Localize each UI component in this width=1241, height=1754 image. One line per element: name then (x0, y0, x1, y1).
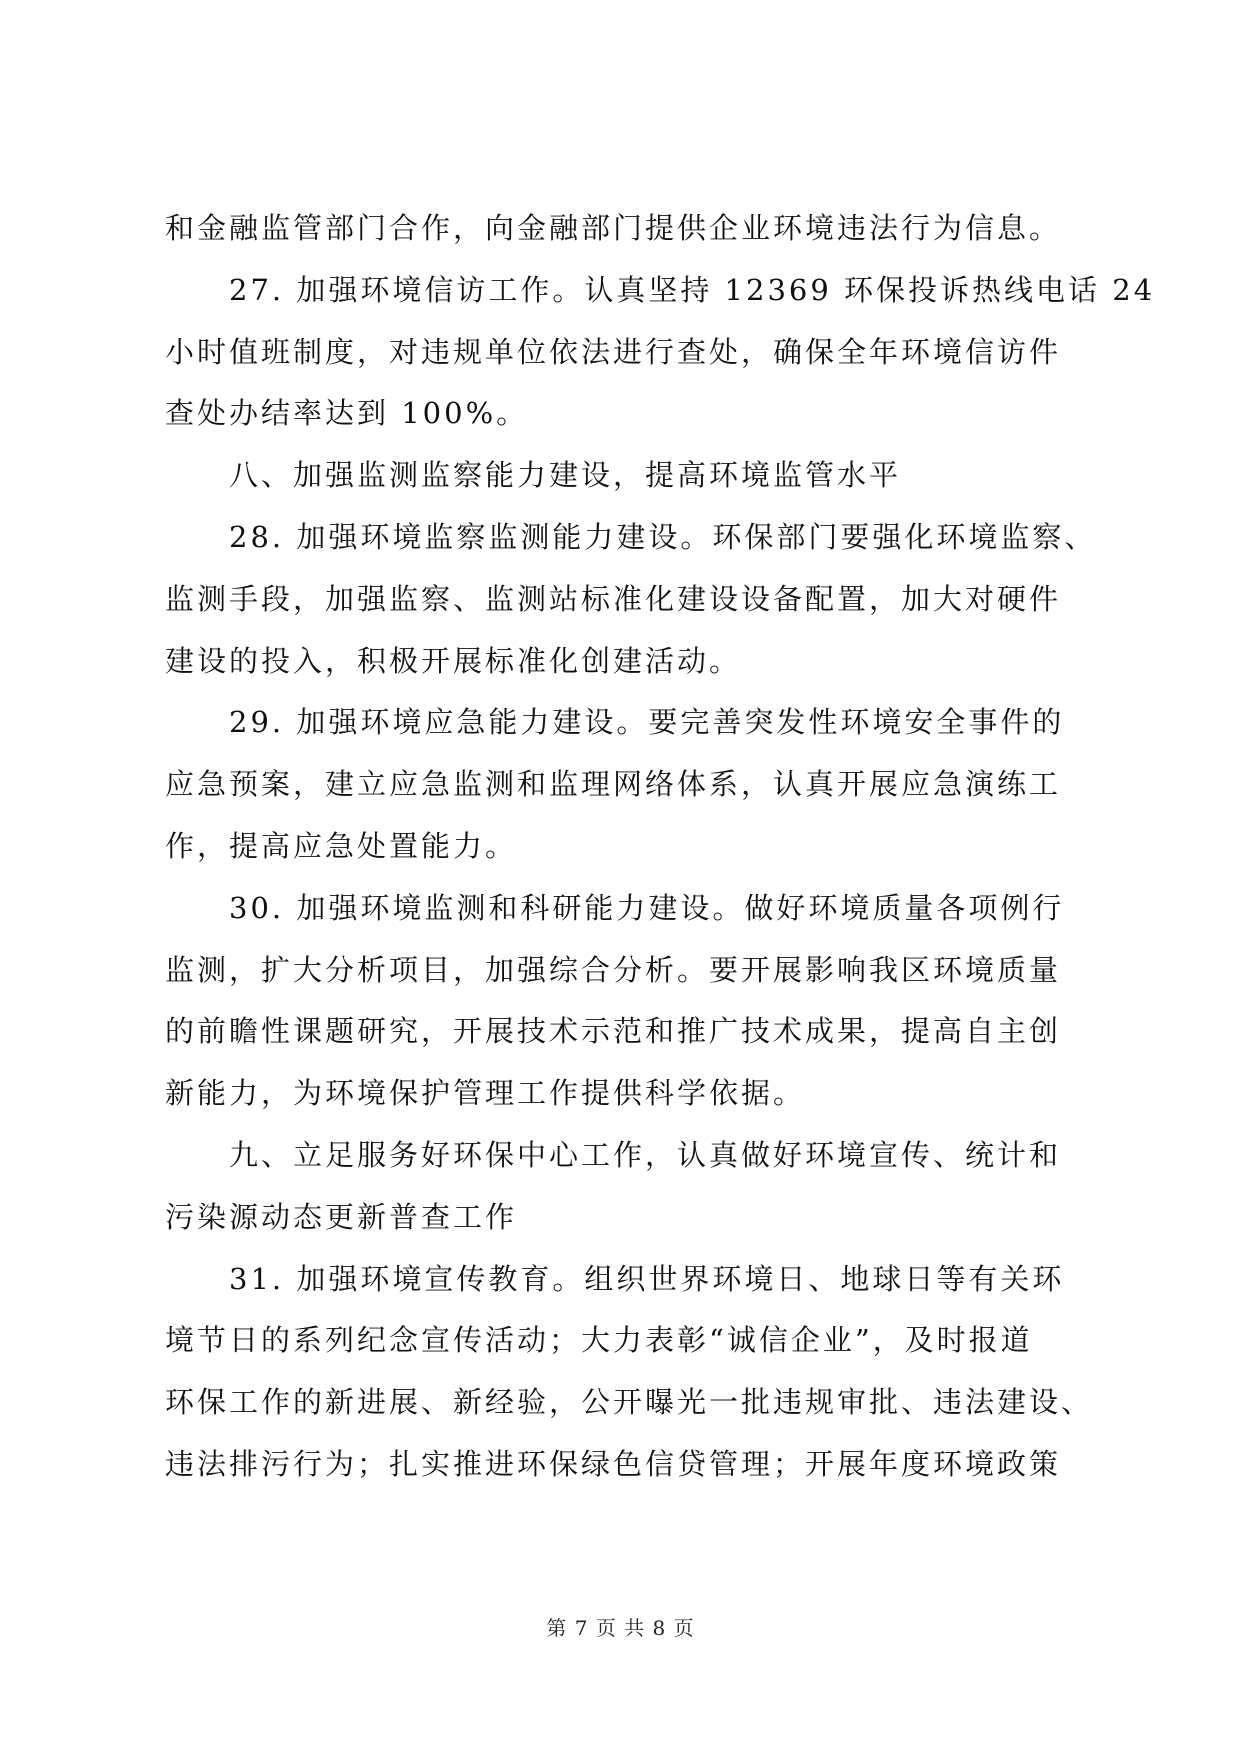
text-line: 30. 加强环境监测和科研能力建设。做好环境质量各项例行 (165, 890, 1065, 925)
text-line: 27. 加强环境信访工作。认真坚持 12369 环保投诉热线电话 24 (165, 272, 1156, 307)
text-line: 境节日的系列纪念宣传活动；大力表彰“诚信企业”，及时报道 (165, 1323, 1033, 1358)
text-line: 应急预案，建立应急监测和监理网络体系，认真开展应急演练工 (165, 767, 1062, 802)
text-line: 查处办结率达到 100%。 (165, 396, 529, 431)
text-line: 监测，扩大分析项目，加强综合分析。要开展影响我区环境质量 (165, 952, 1062, 987)
text-line: 违法排污行为；扎实推进环保绿色信贷管理；开展年度环境政策 (165, 1446, 1062, 1481)
text-line: 环保工作的新进展、新经验，公开曝光一批违规审批、违法建设、 (165, 1385, 1094, 1420)
text-line: 和金融监管部门合作，向金融部门提供企业环境违法行为信息。 (165, 211, 1062, 245)
page-number-footer: 第 7 页 共 8 页 (546, 1616, 695, 1640)
text-line: 新能力，为环境保护管理工作提供科学依据。 (165, 1076, 806, 1111)
text-line: 小时值班制度，对违规单位依法进行查处，确保全年环境信访件 (165, 334, 1062, 369)
document-body (165, 198, 1156, 1496)
section-heading-cont: 污染源动态更新普查工作 (165, 1199, 518, 1234)
text-line: 的前瞻性课题研究，开展技术示范和推广技术成果，提高自主创 (165, 1014, 1062, 1049)
text-line: 建设的投入，积极开展标准化创建活动。 (165, 643, 742, 678)
text-line: 31. 加强环境宣传教育。组织世界环境日、地球日等有关环 (165, 1261, 1065, 1296)
section-heading: 八、加强监测监察能力建设，提高环境监管水平 (165, 458, 902, 493)
text-line: 作，提高应急处置能力。 (165, 828, 518, 863)
text-line: 监测手段，加强监察、监测站标准化建设设备配置，加大对硬件 (165, 581, 1062, 616)
text-line: 28. 加强环境监察监测能力建设。环保部门要强化环境监察、 (165, 519, 1097, 554)
section-heading: 九、立足服务好环保中心工作，认真做好环境宣传、统计和 (165, 1137, 1062, 1172)
text-line: 29. 加强环境应急能力建设。要完善突发性环境安全事件的 (165, 705, 1065, 740)
